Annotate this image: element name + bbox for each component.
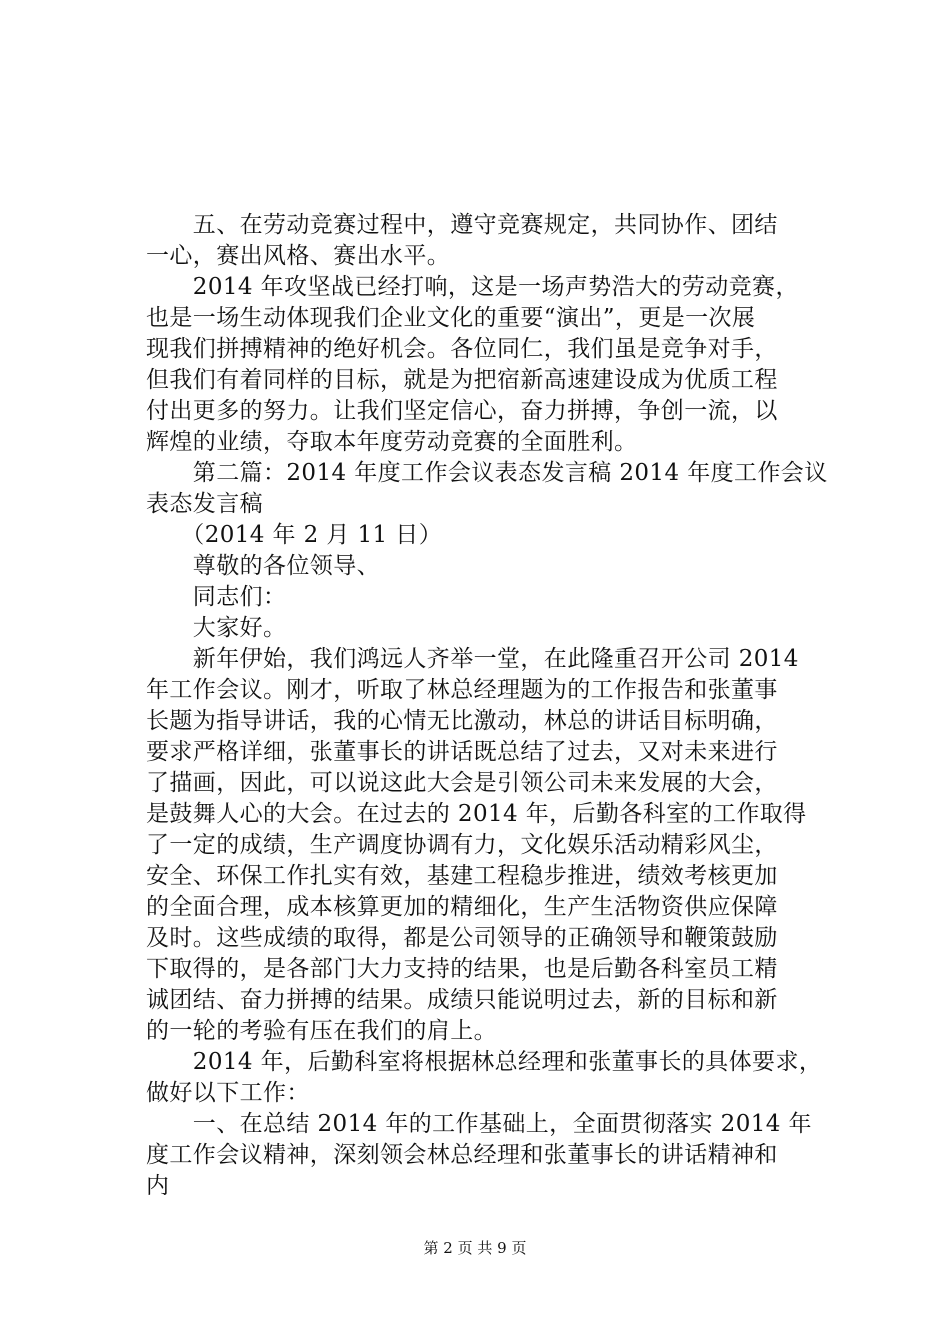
text-line: 一、在总结 2014 年的工作基础上，全面贯彻落实 2014 年 — [146, 1111, 812, 1137]
text-line: 的全面合理，成本核算更加的精细化，生产生活物资供应保障 — [146, 894, 778, 920]
text-line: 要求严格详细，张董事长的讲话既总结了过去，又对未来进行 — [146, 739, 778, 765]
text-line: 年工作会议。刚才，听取了林总经理题为的工作报告和张董事 — [146, 677, 778, 703]
text-line: 五、在劳动竞赛过程中，遵守竞赛规定，共同协作、团结 — [146, 212, 778, 238]
text-line: 但我们有着同样的目标，就是为把宿新高速建设成为优质工程 — [146, 367, 778, 393]
text-line: 及时。这些成绩的取得，都是公司领导的正确领导和鞭策鼓励 — [146, 925, 778, 951]
text-line: 诚团结、奋力拼搏的结果。成绩只能说明过去，新的目标和新 — [146, 987, 778, 1013]
text-line: 度工作会议精神，深刻领会林总经理和张董事长的讲话精神和 — [146, 1142, 778, 1168]
text-line: 了描画，因此，可以说这此大会是引领公司未来发展的大会， — [146, 770, 778, 796]
text-line: （2014 年 2 月 11 日） — [146, 522, 443, 548]
text-line: 也是一场生动体现我们企业文化的重要“演出”，更是一次展 — [146, 305, 756, 331]
text-line: 现我们拼搏精神的绝好机会。各位同仁，我们虽是竞争对手， — [146, 336, 778, 362]
text-line: 大家好。 — [146, 615, 287, 641]
text-line: 了一定的成绩，生产调度协调有力，文化娱乐活动精彩风尘， — [146, 832, 778, 858]
text-line: 表态发言稿 — [146, 491, 263, 517]
page-number-footer: 第 2 页 共 9 页 — [423, 1239, 527, 1257]
text-line: 辉煌的业绩，夺取本年度劳动竞赛的全面胜利。 — [146, 429, 638, 455]
text-line: 长题为指导讲话，我的心情无比激动，林总的讲话目标明确， — [146, 708, 778, 734]
text-line: 同志们： — [146, 584, 287, 610]
text-line: 新年伊始，我们鸿远人齐举一堂，在此隆重召开公司 2014 — [146, 646, 799, 672]
text-line: 做好以下工作： — [146, 1080, 310, 1106]
text-line: 第二篇：2014 年度工作会议表态发言稿 2014 年度工作会议 — [146, 460, 828, 486]
text-line: 2014 年攻坚战已经打响，这是一场声势浩大的劳动竞赛， — [146, 274, 799, 300]
text-line: 安全、环保工作扎实有效，基建工程稳步推进，绩效考核更加 — [146, 863, 778, 889]
text-line: 下取得的，是各部门大力支持的结果，也是后勤各科室员工精 — [146, 956, 778, 982]
text-line: 是鼓舞人心的大会。在过去的 2014 年，后勤各科室的工作取得 — [146, 801, 807, 827]
text-line: 2014 年，后勤科室将根据林总经理和张董事长的具体要求， — [146, 1049, 823, 1075]
text-line: 一心，赛出风格、赛出水平。 — [146, 243, 451, 269]
text-line: 内 — [146, 1173, 170, 1199]
text-line: 的一轮的考验有压在我们的肩上。 — [146, 1018, 497, 1044]
text-line: 尊敬的各位领导、 — [146, 553, 380, 579]
text-line: 付出更多的努力。让我们坚定信心，奋力拼搏，争创一流，以 — [146, 398, 778, 424]
